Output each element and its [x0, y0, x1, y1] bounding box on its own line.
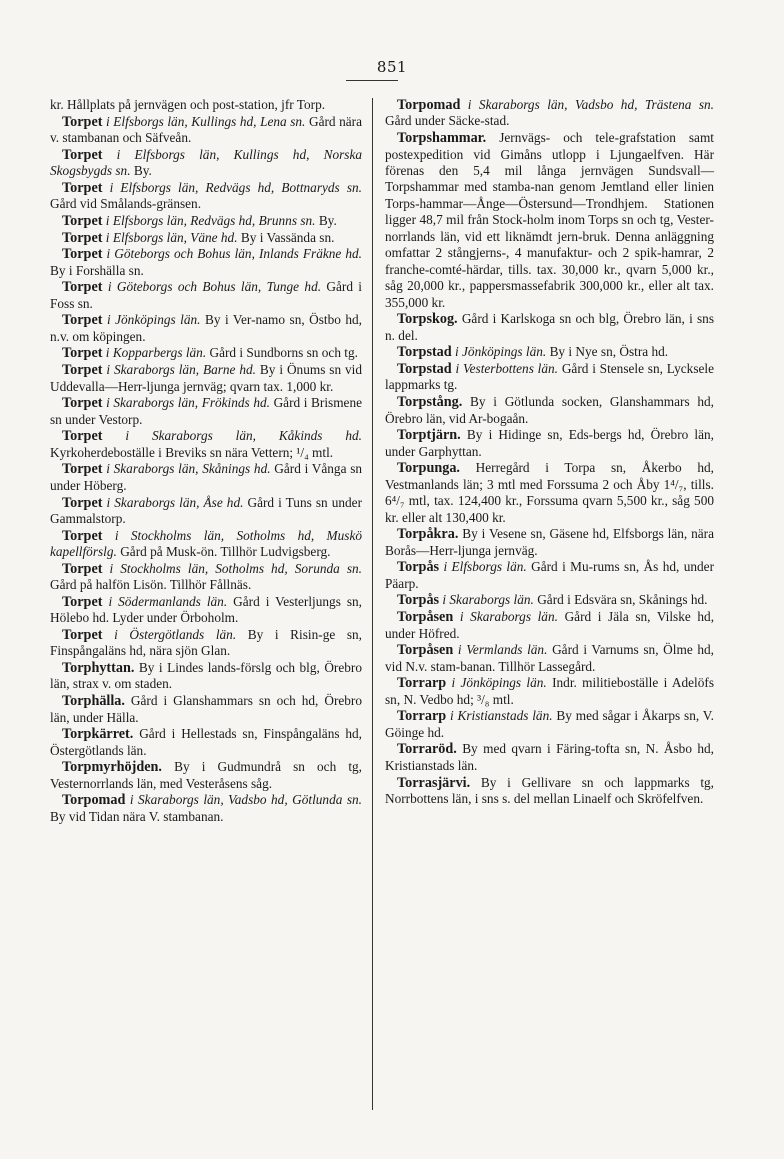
entry-text: By i Lindes lands-förslg och blg, Örebro län, strax v. om staden. — [50, 659, 362, 692]
entry — [50, 726, 362, 759]
entry — [385, 609, 714, 642]
entry-location: i Skaraborgs län. — [459, 609, 558, 625]
entry-location: i Jönköpings län. — [451, 675, 547, 691]
entry — [50, 792, 362, 825]
entry-headword: Torpet — [62, 362, 103, 379]
entry-text: Gård i Karlskoga sn och blg, Örebro län, i sns n. del. — [385, 311, 714, 343]
entry-text: By. — [133, 163, 152, 179]
entry-headword: Torptjärn. — [397, 427, 461, 444]
entry — [385, 559, 714, 592]
entry-headword: Torpet — [62, 345, 103, 362]
entry-location: i Elfsborgs län, Kullings hd, Norska Skogsbygds sn. — [50, 146, 362, 179]
entry-headword: Torpet — [62, 246, 103, 263]
entry-headword: Torpstång. — [397, 394, 463, 411]
entry-text: Gård i Sundborns sn och tg. — [209, 345, 358, 361]
entry — [50, 180, 362, 213]
page-number: 851 — [376, 58, 408, 76]
entry-headword: Torpet — [62, 626, 103, 643]
entry-location: i Stockholms län, Sotholms hd, Muskö kapellförslg. — [50, 527, 362, 560]
entry — [385, 642, 714, 675]
entry — [385, 460, 714, 526]
entry — [50, 213, 362, 229]
entry-text: Herregård i Torpa sn, Åkerbo hd, Vestmanlands län; 3 mtl med Forssuma 2 och Åby 1⁴/₇, tills. 6⁴/₇ mtl, tax. 124,400 kr., Forssuma qvarn 5,500 kr., såg 500 kr. eller alt 130,400 kr. — [385, 460, 714, 525]
entry — [50, 362, 362, 395]
entry-text: Indr. militieboställe i Adelöfs sn, N. Vedbo hd; ³/₈ mtl. — [385, 675, 714, 707]
entry-location: i Göteborgs och Bohus län, Tunge hd. — [107, 279, 322, 295]
entry — [50, 693, 362, 726]
entry-headword: Torpet — [62, 560, 103, 577]
entry — [50, 279, 362, 312]
entry-location: i Stockholms län, Sotholms hd, Sorunda sn. — [109, 560, 362, 576]
entry — [385, 775, 714, 808]
entry-headword: Torpskog. — [397, 311, 458, 328]
entry-text: By med qvarn i Färing-tofta sn, N. Åsbo hd, Kristianstads län. — [385, 741, 714, 773]
entry-headword: Torraröd. — [397, 741, 457, 758]
entry-text: Gård på halfön Lisön. Tillhör Fållnäs. — [50, 577, 252, 593]
entry — [385, 708, 714, 741]
entry-location: i Elfsborgs län, Redvägs hd, Bottnaryds sn. — [109, 179, 362, 195]
entry-text: By i Vassända sn. — [240, 229, 335, 245]
entry — [385, 592, 714, 608]
entry-text: By i Risin-ge sn, Finspångaläns hd, nära sjön Glan. — [50, 626, 362, 659]
entry — [50, 528, 362, 561]
entry-location: i Elfsborgs län. — [443, 559, 527, 575]
entry-location: i Skaraborgs län, Vadsbo hd, Trästena sn. — [467, 97, 715, 112]
entry-headword: Torpunga. — [397, 460, 460, 477]
entry-text: Gård vid Smålands-gränsen. — [50, 196, 202, 212]
entry — [385, 344, 714, 360]
right-column — [385, 97, 714, 808]
entry — [50, 561, 362, 594]
entry-text: Gård i Edsvära sn, Skånings hd. — [537, 592, 708, 608]
entry-text: By vid Tidan nära V. stambanan. — [50, 808, 224, 824]
entry-headword: Torphyttan. — [62, 659, 135, 676]
entry-text: Gård i Vånga sn under Höberg. — [50, 461, 363, 493]
entry-text: By med sågar i Åkarps sn, V. Göinge hd. — [385, 708, 714, 740]
entry-headword: Torpet — [62, 279, 103, 296]
entry — [50, 246, 362, 279]
entry-text: By i Götlunda socken, Glanshammars hd, Örebro län, vid Ar-bogaån. — [385, 394, 715, 426]
entry — [385, 526, 714, 559]
entry — [50, 428, 362, 461]
entry-text: Gård under Säcke-stad. — [385, 113, 510, 129]
entry — [385, 675, 714, 708]
entry — [50, 114, 362, 147]
entry — [50, 627, 362, 660]
entry-headword: Torpet — [62, 229, 103, 246]
entry — [385, 311, 714, 344]
entry-text: Gård i Vesterljungs sn, Hölebo hd. Lyder under Örboholm. — [50, 593, 362, 626]
entry-text: By. — [318, 212, 337, 228]
entry-headword: Torpkärret. — [62, 726, 134, 743]
entry-text: Gård i Varnums sn, Ölme hd, vid N.v. stam-banan. Tillhör Lassegård. — [385, 642, 715, 674]
column-divider — [372, 98, 373, 1110]
entry — [50, 147, 362, 180]
entry-text: Gård i Foss sn. — [50, 279, 362, 311]
entry — [50, 594, 362, 627]
entry-location: i Elfsborgs län, Kullings hd, Lena sn. — [106, 113, 306, 129]
entry-headword: Torphälla. — [62, 693, 125, 710]
entry-text: Gård i Brismene sn under Vestorp. — [50, 395, 363, 427]
entry-headword: Torpstad — [397, 361, 452, 377]
entry — [50, 461, 362, 494]
entry-location: i Elfsborgs län, Redvägs hd, Brunns sn. — [105, 212, 316, 228]
entry-location: i Skaraborgs län, Vadsbo hd, Götlunda sn. — [129, 792, 363, 808]
entry-headword: Torpomad — [397, 97, 461, 113]
entry-headword: Torpet — [62, 461, 103, 478]
entry-location: i Vermlands län. — [457, 642, 548, 658]
left-column — [50, 97, 362, 825]
entry-text: By i Ver-namo sn, Östbo hd, n.v. om köpingen. — [50, 312, 363, 344]
entry-headword: Torpstad — [397, 344, 452, 361]
entry-location: i Södermanlands län. — [108, 593, 228, 609]
entry-location: i Göteborgs och Bohus län, Inlands Fräkne hd. — [106, 246, 363, 262]
entry — [385, 130, 714, 311]
entry-headword: Torpomad — [62, 792, 126, 809]
entry-headword: Torpet — [62, 146, 103, 163]
entry-text: Gård i Tuns sn under Gammalstorp. — [50, 494, 362, 526]
entry-headword: Torpet — [62, 395, 103, 412]
entry — [50, 230, 362, 246]
entry-location: i Jönköpings län. — [106, 312, 201, 328]
entry — [385, 427, 714, 460]
entry-location: i Kopparbergs län. — [105, 345, 207, 361]
entry-headword: Torrasjärvi. — [397, 774, 471, 791]
entry-location: i Östergötlands län. — [114, 626, 237, 642]
entry — [50, 97, 362, 113]
entry — [50, 312, 362, 345]
entry-headword: Torpet — [62, 212, 103, 229]
entry — [385, 361, 714, 394]
entry-text: By i Hidinge sn, Eds-bergs hd, Örebro län, under Garphyttan. — [385, 427, 715, 459]
entry-text: By i Önums sn vid Uddevalla—Herr-ljunga jernväg; qvarn tax. 1,000 kr. — [50, 362, 363, 394]
entry-text: By i Nye sn, Östra hd. — [549, 344, 669, 360]
entry-location: i Elfsborgs län, Väne hd. — [105, 229, 238, 245]
entry-location: i Skaraborgs län, Barne hd. — [106, 362, 256, 378]
entry — [50, 759, 362, 792]
entry-headword: Torpåsen — [397, 642, 454, 659]
entry-location: i Skaraborgs län, Frökinds hd. — [106, 395, 270, 411]
entry-headword: Torpås — [397, 592, 440, 609]
entry-location: i Skaraborgs län. — [442, 592, 534, 608]
entry-text: By i Gudmundrå sn och tg, Vesternorrlands län, med Vesteråsens såg. — [50, 759, 362, 791]
entry — [50, 395, 362, 428]
entry-headword: Torpåkra. — [397, 526, 459, 543]
entry-text: Kyrkoherdeboställe i Breviks sn nära Vettern; ¹/₄ mtl. — [50, 444, 334, 460]
entry — [50, 345, 362, 361]
entry-headword: Torpet — [62, 113, 103, 130]
entry-text: Gård i Jäla sn, Vilske hd, under Höfred. — [385, 609, 715, 641]
header-rule — [346, 80, 398, 81]
entry-text: By i Forshälla sn. — [50, 262, 144, 278]
entry-text: Jernvägs- och tele-grafstation samt postexpedition vid Gimåns utlopp i Ljungaelfven. Här förenas den 5,4 mil långa jernvägen Sundsvall—Torpshammar med stamba-nan genom Jemtland eller linien Torps-hammar—Ånge—Östersund—Trondhjem. Stationen ligger 48,7 mil från Stock-holm inom Torps sn och tg, Vester-norrlands län, vid ett liknämdt jern-bruk. Denna anläggning omfattar 2 stångjerns-, 4 manufaktur- och 2 spik-hamrar, 2 franche-comté-härdar, tills. tax. 30,000 kr., qvarn 5,000 kr., såg 20,000 kr., pappersmassefabrik 300,000 kr., eller alt tax. 355,000 kr. — [385, 130, 714, 310]
entry-location: i Skaraborgs län, Åse hd. — [106, 494, 244, 510]
entry-text: Gård på Musk-ön. Tillhör Ludvigsberg. — [120, 544, 331, 560]
entry-text: Gård i Stensele sn, Lycksele lappmarks tg. — [385, 361, 715, 393]
entry-headword: Torpet — [62, 527, 103, 544]
entry — [385, 97, 714, 130]
entry-text: Gård i Mu-rums sn, Ås hd, under Päarp. — [385, 559, 714, 591]
entry-headword: Torpås — [397, 559, 440, 576]
entry-text: Gård i Hellestads sn, Finspångaläns hd, Östergötlands län. — [50, 726, 362, 758]
entry-headword: Torpshammar. — [397, 130, 487, 147]
entry — [50, 495, 362, 528]
entry — [385, 394, 714, 427]
entry-headword: Torpet — [62, 494, 103, 511]
entry-location: i Vesterbottens län. — [455, 361, 558, 376]
entry-text: By i Gellivare sn och lappmarks tg, Norrbottens län, i sns s. del mellan Linaelf och Skröfelfven. — [385, 774, 715, 807]
entry-text: Gård nära v. stambanan och Säfveån. — [50, 113, 362, 146]
entry-text: By i Vesene sn, Gäsene hd, Elfsborgs län, nära Borås—Herr-ljunga jernväg. — [385, 526, 714, 558]
entry-location: i Skaraborgs län, Skånings hd. — [106, 461, 271, 477]
entry-location: i Skaraborgs län, Kåkinds hd. — [125, 428, 362, 444]
entry-location: i Kristianstads län. — [449, 708, 553, 724]
entry-headword: Torpet — [62, 312, 103, 329]
entry-headword: Torpmyrhöjden. — [62, 759, 162, 776]
entry-headword: Torrarp — [397, 675, 447, 692]
entry-text: Gård i Glanshammars sn och hd, Örebro län, under Hälla. — [50, 693, 362, 725]
entry-text: kr. Hållplats på jernvägen och post-station, jfr Torp. — [50, 97, 326, 112]
entry — [50, 660, 362, 693]
entry-headword: Torpåsen — [397, 609, 454, 626]
entry-headword: Torpet — [62, 179, 103, 196]
entry-headword: Torpet — [62, 428, 103, 445]
entry-headword: Torrarp — [397, 708, 447, 725]
entry-headword: Torpet — [62, 593, 103, 610]
entry — [385, 741, 714, 774]
entry-location: i Jönköpings län. — [455, 344, 547, 360]
